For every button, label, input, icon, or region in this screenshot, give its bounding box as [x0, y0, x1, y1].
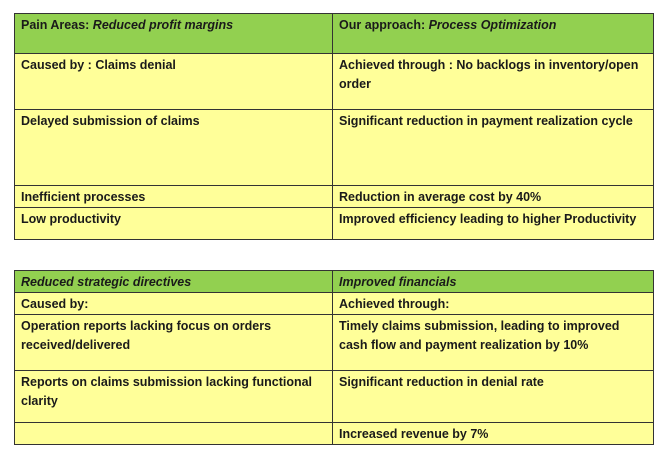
our-approach-title: Process Optimization [428, 18, 557, 32]
cause-cell: Caused by: [15, 293, 333, 315]
approach-cell: Increased revenue by 7% [333, 423, 654, 445]
strategic-directives-table [14, 270, 654, 445]
table-row [15, 110, 654, 186]
pain-areas-title: Reduced profit margins [92, 18, 234, 32]
cause-cell: Low productivity [15, 208, 333, 240]
financials-header: Improved financials [333, 271, 654, 293]
table-row [15, 54, 654, 110]
table-header-row [15, 271, 654, 293]
table-row [15, 423, 654, 445]
our-approach-header: Our approach: Process Optimization [333, 14, 654, 54]
table-row [15, 315, 654, 371]
table-row [15, 293, 654, 315]
cause-cell: Operation reports lacking focus on orders received/delivered [15, 315, 333, 371]
pain-areas-header: Pain Areas: Reduced profit margins [15, 14, 333, 54]
table-row [15, 208, 654, 240]
approach-cell: Achieved through: [333, 293, 654, 315]
cause-cell [15, 423, 333, 445]
pain-areas-table [14, 13, 654, 240]
approach-cell: Improved efficiency leading to higher Productivity [333, 208, 654, 240]
cause-cell: Inefficient processes [15, 186, 333, 208]
approach-cell: Achieved through : No backlogs in inventory/open order [333, 54, 654, 110]
table-row [15, 371, 654, 423]
table-header-row [15, 14, 654, 54]
table-row [15, 186, 654, 208]
strategic-directives-header: Reduced strategic directives [15, 271, 333, 293]
cause-cell: Delayed submission of claims [15, 110, 333, 186]
approach-cell: Reduction in average cost by 40% [333, 186, 654, 208]
approach-cell: Significant reduction in payment realization cycle [333, 110, 654, 186]
cause-cell: Reports on claims submission lacking functional clarity [15, 371, 333, 423]
approach-cell: Significant reduction in denial rate [333, 371, 654, 423]
cause-cell: Caused by : Claims denial [15, 54, 333, 110]
approach-cell: Timely claims submission, leading to improved cash flow and payment realization by 10% [333, 315, 654, 371]
